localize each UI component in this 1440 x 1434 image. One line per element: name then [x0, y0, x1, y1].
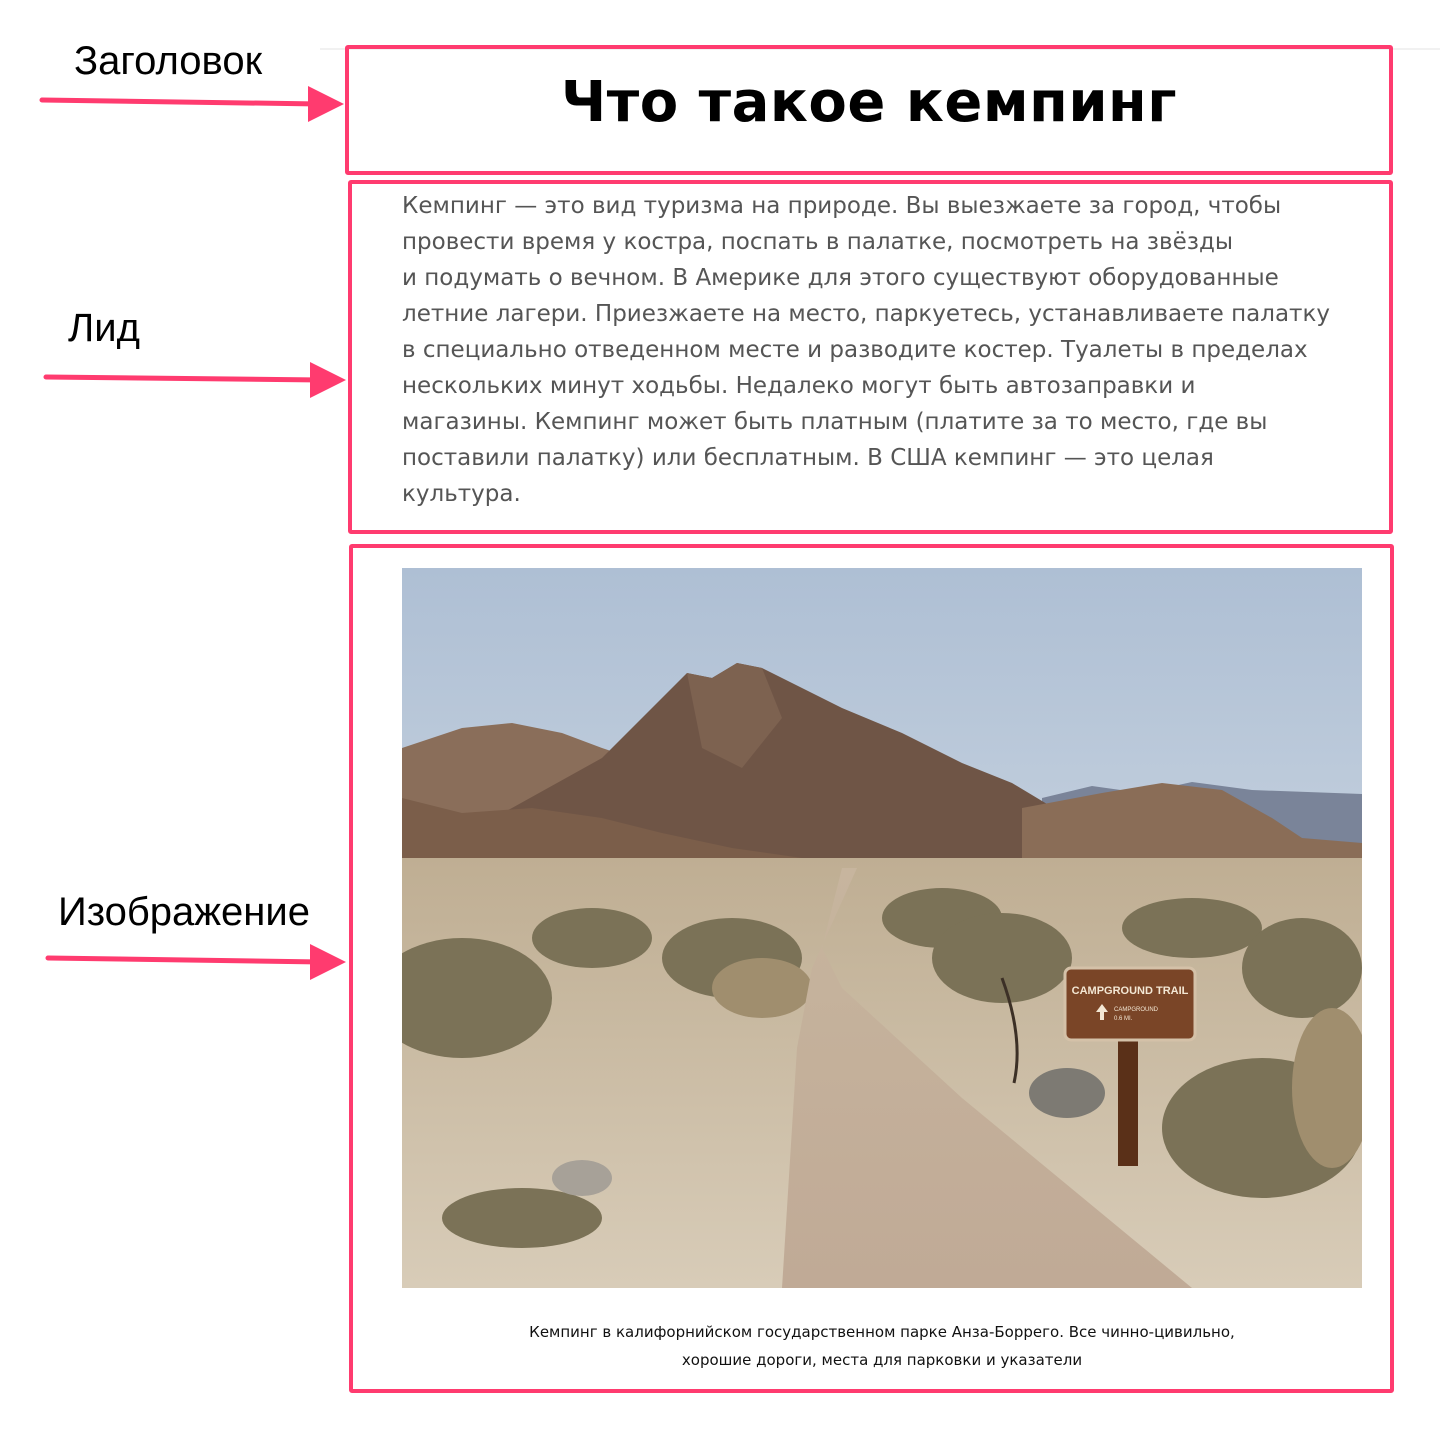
sign-title: CAMPGROUND TRAIL — [1071, 985, 1189, 997]
lead-line: летние лагери. Приезжаете на место, паркуетесь, устанавливаете палатку — [402, 301, 1330, 327]
caption-line: Кемпинг в калифорнийском государственном парке Анза-Боррего. Все чинно-цивильно, — [529, 1323, 1235, 1341]
sign-sub1: CAMPGROUND — [1114, 1007, 1159, 1013]
desert-campground-photo — [402, 568, 1362, 1288]
arrow-to-image-icon — [48, 944, 346, 980]
arrow-to-title-icon — [42, 86, 344, 122]
lead-line: нескольких минут ходьбы. Недалеко могут быть автозаправки и — [402, 373, 1196, 399]
lead-line: культура. — [402, 481, 521, 507]
lead-line: провести время у костра, поспать в палатке, посмотреть на звёзды — [402, 229, 1234, 255]
photo-caption — [402, 1318, 1362, 1374]
article-lead — [402, 188, 1362, 512]
annotation-label-title: Заголовок — [74, 39, 263, 83]
lead-line: Кемпинг — это вид туризма на природе. Вы выезжаете за город, чтобы — [402, 193, 1282, 219]
arrow-to-lead-icon — [46, 362, 346, 398]
annotation-label-image: Изображение — [58, 890, 310, 934]
annotation-label-lead: Лид — [68, 306, 140, 350]
annotation-arrows — [0, 0, 360, 1000]
lead-line: в специально отведенном месте и разводите костер. Туалеты в пределах — [402, 337, 1308, 363]
article-title: Что такое кемпинг — [560, 70, 1178, 135]
lead-line: и подумать о вечном. В Америке для этого существуют оборудованные — [402, 265, 1279, 291]
lead-line: магазины. Кемпинг может быть платным (платите за то место, где вы — [402, 409, 1268, 435]
sign-sub2: 0.6 MI. — [1114, 1016, 1133, 1022]
caption-line: хорошие дороги, места для парковки и указатели — [681, 1351, 1083, 1369]
lead-line: поставили палатку) или бесплатным. В США кемпинг — это целая — [402, 445, 1214, 471]
article-photo — [402, 568, 1362, 1288]
